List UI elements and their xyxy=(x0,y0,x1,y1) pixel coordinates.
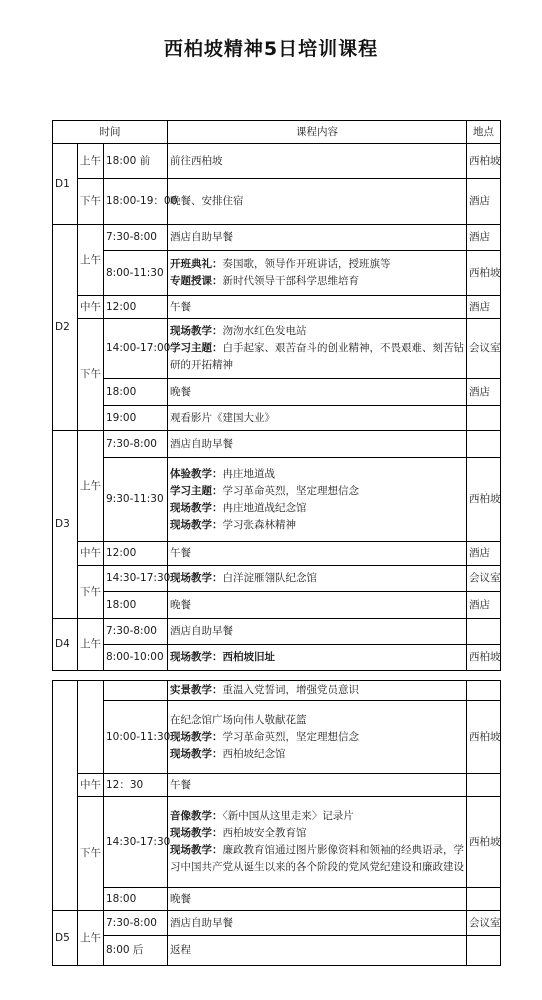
content-cell xyxy=(168,797,467,888)
table-row xyxy=(53,179,501,225)
day-label: D1 xyxy=(53,144,78,225)
location-cell xyxy=(467,936,501,966)
content-cell xyxy=(168,251,467,296)
time-cell: 18:00 xyxy=(104,888,168,911)
period-label: 上午 xyxy=(78,431,104,542)
location-cell xyxy=(467,888,501,911)
table-row xyxy=(53,251,501,296)
location-cell: 西柏坡 xyxy=(467,458,501,542)
item-text: 学习革命英烈，坚定理想信念 xyxy=(222,730,359,743)
table-row xyxy=(53,542,501,566)
location-cell: 酒店 xyxy=(467,379,501,406)
header-row xyxy=(53,121,501,144)
content-cell xyxy=(168,319,467,379)
table-row xyxy=(53,319,501,379)
time-cell: 8:00 后 xyxy=(104,936,168,966)
course-item xyxy=(170,323,464,340)
location-cell xyxy=(467,774,501,797)
period-label: 中午 xyxy=(78,542,104,566)
period-label: 中午 xyxy=(78,296,104,319)
location-cell: 酒店 xyxy=(467,179,501,225)
item-text: 西柏坡纪念馆 xyxy=(222,747,286,760)
table-row xyxy=(53,701,501,774)
location-cell xyxy=(467,431,501,458)
course-item xyxy=(170,712,464,729)
table-row xyxy=(53,774,501,797)
course-item xyxy=(170,729,464,746)
header-time: 时间 xyxy=(53,121,168,144)
location-cell: 会议室 xyxy=(467,566,501,592)
time-cell: 7:30-8:00 xyxy=(104,911,168,936)
item-label: 现场教学： xyxy=(170,518,223,531)
content-cell: 酒店自助早餐 xyxy=(168,911,467,936)
period-label-continued xyxy=(78,681,104,774)
table-row xyxy=(53,566,501,592)
item-text: 学习张森林精神 xyxy=(222,518,297,531)
course-item xyxy=(170,570,464,587)
schedule-table-part2 xyxy=(52,680,501,966)
item-text: 西柏坡安全教育馆 xyxy=(222,827,307,839)
item-text: 白洋淀雁翎队纪念馆 xyxy=(222,572,318,584)
item-label: 学习主题： xyxy=(170,342,223,354)
table-row xyxy=(53,592,501,619)
item-label: 现场教学： xyxy=(170,651,223,663)
period-label: 上午 xyxy=(78,619,104,671)
time-cell: 14:30-17:30 xyxy=(104,566,168,592)
item-label: 现场教学： xyxy=(170,844,223,856)
item-text: 白手起家、艰苦奋斗的创业精神，不畏艰难、刻苦钻研的开拓精神 xyxy=(170,342,465,371)
item-label: 专题授课： xyxy=(170,275,223,287)
time-cell: 12:00 xyxy=(104,296,168,319)
item-text: 重温入党誓词，增强党员意识 xyxy=(222,684,359,696)
content-cell: 晚餐 xyxy=(168,888,467,911)
period-label: 下午 xyxy=(78,319,104,431)
item-label: 实景教学： xyxy=(170,684,223,696)
time-cell: 7:30-8:00 xyxy=(104,431,168,458)
item-label: 现场教学： xyxy=(170,572,223,584)
day-label: D2 xyxy=(53,225,78,431)
item-text: 冉庄地道战 xyxy=(222,467,276,480)
schedule-table-part1 xyxy=(52,120,501,671)
content-cell: 晚餐、安排住宿 xyxy=(168,179,467,225)
item-label: 现场教学： xyxy=(170,501,223,514)
table-row xyxy=(53,681,501,701)
time-cell: 18:00-19：00 xyxy=(104,179,168,225)
time-cell: 18:00 前 xyxy=(104,144,168,179)
content-cell: 酒店自助早餐 xyxy=(168,619,467,645)
course-item xyxy=(170,517,464,534)
item-label: 体验教学： xyxy=(170,467,223,480)
content-cell xyxy=(168,566,467,592)
content-cell xyxy=(168,645,467,671)
course-item xyxy=(170,256,464,273)
course-item xyxy=(170,500,464,517)
time-cell: 8:00-10:00 xyxy=(104,645,168,671)
content-cell: 午餐 xyxy=(168,542,467,566)
time-cell: 8:00-11:30 xyxy=(104,251,168,296)
time-cell: 18:00 xyxy=(104,592,168,619)
location-cell: 西柏坡 xyxy=(467,797,501,888)
content-cell: 酒店自助早餐 xyxy=(168,225,467,251)
location-cell: 酒店 xyxy=(467,542,501,566)
item-text: 冉庄地道战纪念馆 xyxy=(222,501,307,514)
course-item xyxy=(170,466,464,483)
item-label: 学习主题： xyxy=(170,484,223,497)
item-label: 开班典礼： xyxy=(170,258,223,270)
day-label-continued xyxy=(53,681,78,911)
location-cell: 西柏坡 xyxy=(467,645,501,671)
table-row xyxy=(53,225,501,251)
content-cell xyxy=(168,681,467,701)
day-label: D5 xyxy=(53,911,78,966)
header-content: 课程内容 xyxy=(168,121,467,144)
table-row xyxy=(53,431,501,458)
period-label: 下午 xyxy=(78,797,104,911)
content-cell: 午餐 xyxy=(168,774,467,797)
table-row xyxy=(53,144,501,179)
time-cell: 7:30-8:00 xyxy=(104,225,168,251)
table-row xyxy=(53,406,501,431)
table-row xyxy=(53,911,501,936)
period-label: 中午 xyxy=(78,774,104,797)
item-text: 廉政教育馆通过图片影像资料和领袖的经典语录，学习中国共产党从诞生以来的各个阶段的党风党纪建设和廉政建设 xyxy=(170,844,464,873)
table-row xyxy=(53,379,501,406)
content-cell: 前往西柏坡 xyxy=(168,144,467,179)
content-cell: 午餐 xyxy=(168,296,467,319)
table-row xyxy=(53,797,501,888)
page-title: 西柏坡精神5日培训课程 xyxy=(163,38,379,60)
table-row xyxy=(53,888,501,911)
item-label: 现场教学： xyxy=(170,325,223,337)
location-cell xyxy=(467,619,501,645)
period-label: 上午 xyxy=(78,225,104,296)
content-cell: 酒店自助早餐 xyxy=(168,431,467,458)
item-text: 奏国歌，领导作开班讲话，授班旗等 xyxy=(222,258,391,270)
item-text: 沕沕水红色发电站 xyxy=(222,325,307,337)
course-item xyxy=(170,746,464,763)
header-location: 地点 xyxy=(467,121,501,144)
location-cell: 酒店 xyxy=(467,592,501,619)
table-row xyxy=(53,619,501,645)
day-label: D4 xyxy=(53,619,78,671)
item-text: 学习革命英烈，坚定理想信念 xyxy=(222,484,360,497)
time-cell: 14:30-17:30 xyxy=(104,797,168,888)
location-cell: 会议室 xyxy=(467,911,501,936)
course-item xyxy=(170,340,464,374)
time-cell: 12：30 xyxy=(104,774,168,797)
table-row xyxy=(53,458,501,542)
location-cell: 酒店 xyxy=(467,225,501,251)
location-cell: 西柏坡 xyxy=(467,144,501,179)
time-cell xyxy=(104,681,168,701)
item-text: 〈新中国从这里走来〉记录片 xyxy=(222,810,354,822)
item-text: 新时代领导干部科学思维培育 xyxy=(222,275,360,287)
course-item xyxy=(170,682,464,699)
location-cell: 西柏坡 xyxy=(467,251,501,296)
period-label: 上午 xyxy=(78,911,104,966)
course-item xyxy=(170,483,464,500)
content-cell: 返程 xyxy=(168,936,467,966)
time-cell: 9:30-11:30 xyxy=(104,458,168,542)
course-item xyxy=(170,273,464,290)
item-label: 现场教学： xyxy=(170,730,223,743)
time-cell: 12:00 xyxy=(104,542,168,566)
course-item xyxy=(170,825,464,842)
location-cell xyxy=(467,681,501,701)
time-cell: 19:00 xyxy=(104,406,168,431)
content-cell: 晚餐 xyxy=(168,592,467,619)
content-cell xyxy=(168,458,467,542)
time-cell: 14:00-17:00 xyxy=(104,319,168,379)
item-label: 音像教学： xyxy=(170,810,223,822)
table-row xyxy=(53,645,501,671)
day-label: D3 xyxy=(53,431,78,619)
course-item xyxy=(170,842,464,876)
location-cell xyxy=(467,406,501,431)
time-cell: 10:00-11:30 xyxy=(104,701,168,774)
time-cell: 18:00 xyxy=(104,379,168,406)
period-label: 下午 xyxy=(78,566,104,619)
content-cell: 晚餐 xyxy=(168,379,467,406)
course-item xyxy=(170,808,464,825)
period-label: 上午 xyxy=(78,144,104,179)
table-row xyxy=(53,936,501,966)
table-row xyxy=(53,296,501,319)
location-cell: 西柏坡 xyxy=(467,701,501,774)
content-cell xyxy=(168,701,467,774)
course-item xyxy=(170,649,464,666)
item-text: 在纪念馆广场向伟人敬献花篮 xyxy=(170,713,307,726)
item-text: 西柏坡旧址 xyxy=(222,651,276,663)
item-label: 现场教学： xyxy=(170,747,223,760)
item-label: 现场教学： xyxy=(170,827,223,839)
location-cell: 会议室 xyxy=(467,319,501,379)
content-cell: 观看影片《建国大业》 xyxy=(168,406,467,431)
period-label: 下午 xyxy=(78,179,104,225)
location-cell: 酒店 xyxy=(467,296,501,319)
time-cell: 7:30-8:00 xyxy=(104,619,168,645)
